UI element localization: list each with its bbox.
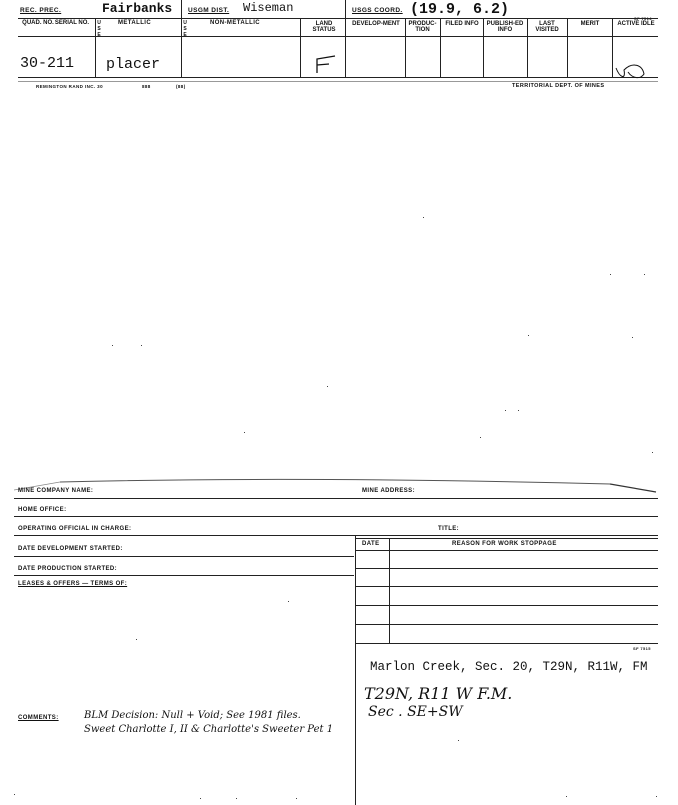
col-active-idle: ACTIVE IDLE — [617, 21, 655, 27]
metallic-value: placer — [106, 56, 161, 73]
rule-reason-head — [355, 550, 658, 551]
divider — [181, 0, 182, 77]
rule-home-office — [14, 516, 658, 517]
usgm-dist-value: Wiseman — [243, 1, 294, 15]
header-rule-1 — [18, 18, 658, 19]
district-value: Fairbanks — [102, 1, 173, 16]
header-rule-4 — [18, 81, 658, 82]
header-rule-3 — [18, 77, 658, 78]
grid-divider-main — [355, 535, 356, 805]
grid-row — [355, 624, 658, 625]
divider — [567, 18, 568, 77]
col-merit: MERIT — [580, 21, 600, 27]
grid-row — [355, 568, 658, 569]
date-col-label: DATE — [362, 541, 380, 547]
col-metallic: METALLIC — [118, 20, 152, 26]
agency-label: TERRITORIAL DEPT. OF MINES — [512, 83, 605, 89]
comments-line-2: Sweet Charlotte I, II & Charlotte's Sweeter Pet 1 — [84, 724, 334, 735]
col-published-info: PUBLISH-ED INFO — [486, 21, 524, 33]
divider — [527, 18, 528, 77]
col-last-visited: LAST VISITED — [535, 21, 559, 33]
rule-date-prod — [14, 575, 354, 576]
date-prod-label: DATE PRODUCTION STARTED: — [18, 566, 118, 572]
location-handwritten-2: Sec . SE+SW — [368, 704, 463, 720]
grid-row — [355, 605, 658, 606]
card-edge — [0, 470, 678, 500]
printer-code: 888 — [142, 84, 151, 89]
divider — [345, 0, 346, 77]
operating-official-label: OPERATING OFFICIAL IN CHARGE: — [18, 526, 132, 532]
usgm-dist-label: USGM DIST. — [188, 7, 230, 14]
leases-label: LEASES & OFFERS — TERMS OF: — [18, 581, 128, 587]
mine-company-label: MINE COMPANY NAME: — [18, 488, 94, 494]
divider — [440, 18, 441, 77]
usgs-coord-label: USGS COORD. — [352, 7, 403, 14]
printer-label: REMINGTON RAND INC. 30 — [36, 84, 103, 89]
reason-label: REASON FOR WORK STOPPAGE — [452, 541, 557, 547]
rec-prec-label: REC. PREC. — [20, 7, 62, 14]
rule-company — [14, 498, 658, 499]
location-handwritten-1: T29N, R11 W F.M. — [364, 684, 513, 703]
date-dev-label: DATE DEVELOPMENT STARTED: — [18, 546, 123, 552]
col-quad-no: QUAD. NO. — [22, 20, 54, 26]
col-serial-no: SERIAL NO. — [54, 20, 90, 26]
printer-code-2: (88) — [176, 84, 186, 89]
col-filed-info: FILED INFO — [445, 21, 479, 27]
rule-official — [14, 535, 658, 536]
col-nonmetallic-use: U S E — [183, 20, 187, 38]
quad-serial-value: 30-211 — [20, 55, 75, 72]
col-production: PRODUC-TION — [408, 21, 437, 33]
grid-row — [355, 643, 658, 644]
grid-row — [355, 586, 658, 587]
location-typed: Marlon Creek, Sec. 20, T29N, R11W, FM — [370, 660, 648, 674]
form-code-top: SF 7514 — [634, 16, 652, 21]
rule-date-dev — [14, 556, 354, 557]
active-idle-mark — [610, 60, 650, 82]
col-land-status: LAND STATUS — [312, 21, 336, 33]
usgs-coord-value: (19.9, 6.2) — [410, 1, 510, 18]
mine-address-label: MINE ADDRESS: — [362, 488, 415, 494]
header-rule-2 — [18, 36, 658, 37]
comments-label: COMMENTS: — [18, 715, 59, 721]
home-office-label: HOME OFFICE: — [18, 507, 67, 513]
divider — [483, 18, 484, 77]
title-label: TITLE: — [438, 526, 460, 532]
comments-line-1: BLM Decision: Null + Void; See 1981 files. — [84, 710, 301, 721]
col-metallic-use: U S E — [97, 20, 101, 38]
land-status-mark — [305, 53, 341, 75]
col-nonmetallic: NON-METALLIC — [210, 20, 261, 26]
divider — [300, 18, 301, 77]
form-code-bottom: SF 7515 — [633, 646, 651, 651]
col-development: DEVELOP-MENT — [352, 21, 400, 27]
rule-official-2 — [355, 538, 658, 539]
grid-divider-date — [389, 538, 390, 643]
